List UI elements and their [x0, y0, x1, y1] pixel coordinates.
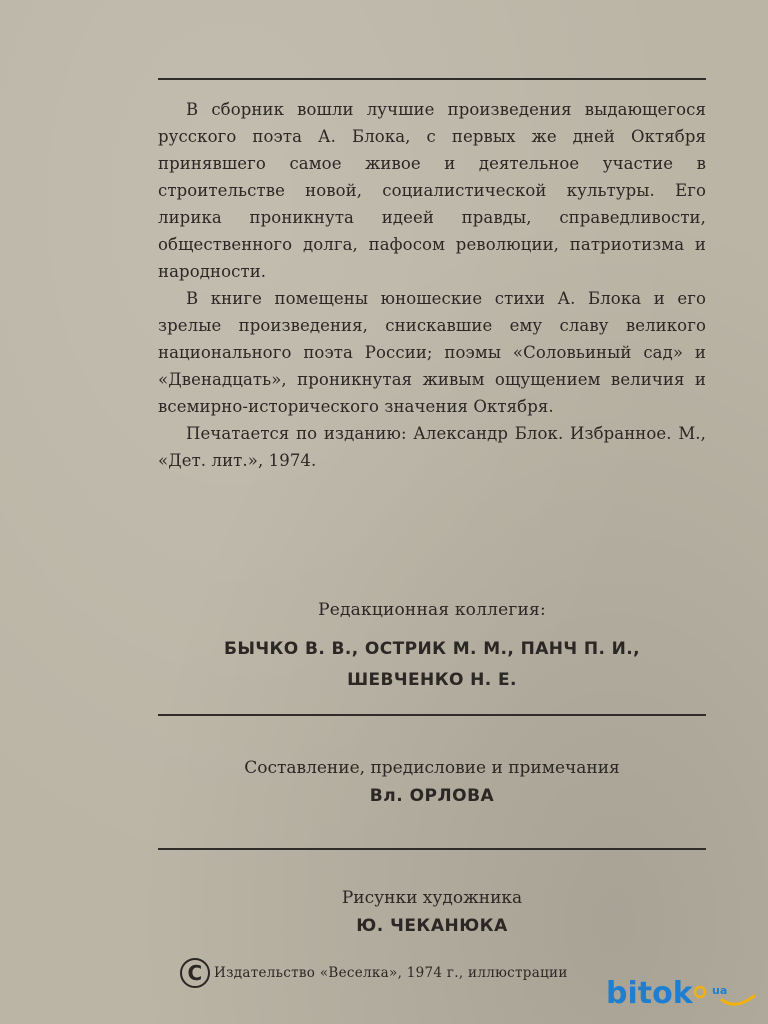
annotation — [158, 96, 706, 474]
editorial-board-names — [140, 634, 724, 696]
lower-divider — [158, 848, 706, 850]
compiler-label: Составление, предисловие и примечания — [244, 758, 620, 778]
watermark-text: bitok — [606, 976, 693, 1011]
annotation-paragraph-3: Печатается по изданию: Александр Блок. Избранное. М., «Дет. лит.», 1974. — [158, 424, 706, 470]
copyright-line — [180, 956, 568, 990]
editorial-board-label: Редакционная коллегия: — [318, 600, 546, 620]
illustrator-label: Рисунки художника — [341, 888, 523, 908]
annotation-paragraph-1: В сборник вошли лучшие произведения выдающегося русского поэта А. Блока, с первых же дней Октября принявшего самое живое и деятельное участие в строительстве новой, социалистической культуры. Его лирика проникнута идеей правды, справедливости, общественного долга, пафосом революции, патриотизма и народности. — [158, 100, 706, 281]
editorial-board-names-line-2: ШЕВЧЕНКО Н. Е. — [347, 670, 517, 690]
copyright-icon: C — [180, 958, 210, 988]
editorial-board-names-line-1: БЫЧКО В. В., ОСТРИК М. М., ПАНЧ П. И., — [224, 639, 640, 659]
watermark-swoosh-icon — [722, 996, 754, 1004]
annotation-paragraph-2: В книге помещены юношеские стихи А. Блока и его зрелые произведения, снискавшие ему славу великого национального поэта России; поэмы «Соловьиный сад» и «Двенадцать», проникнутая живым ощущением величия и всемирно-исторического значения Октября. — [158, 289, 706, 416]
middle-divider — [158, 714, 706, 716]
compiler-name: Вл. ОРЛОВА — [369, 786, 495, 806]
top-divider — [158, 78, 706, 80]
watermark-accent-icon — [695, 987, 705, 997]
copyright-text: Издательство «Веселка», 1974 г., иллюстрации — [214, 965, 568, 981]
watermark-suffix: ua — [712, 984, 728, 997]
bitok-watermark-logo — [604, 970, 760, 1014]
illustrator-name: Ю. ЧЕКАНЮКА — [356, 916, 508, 936]
